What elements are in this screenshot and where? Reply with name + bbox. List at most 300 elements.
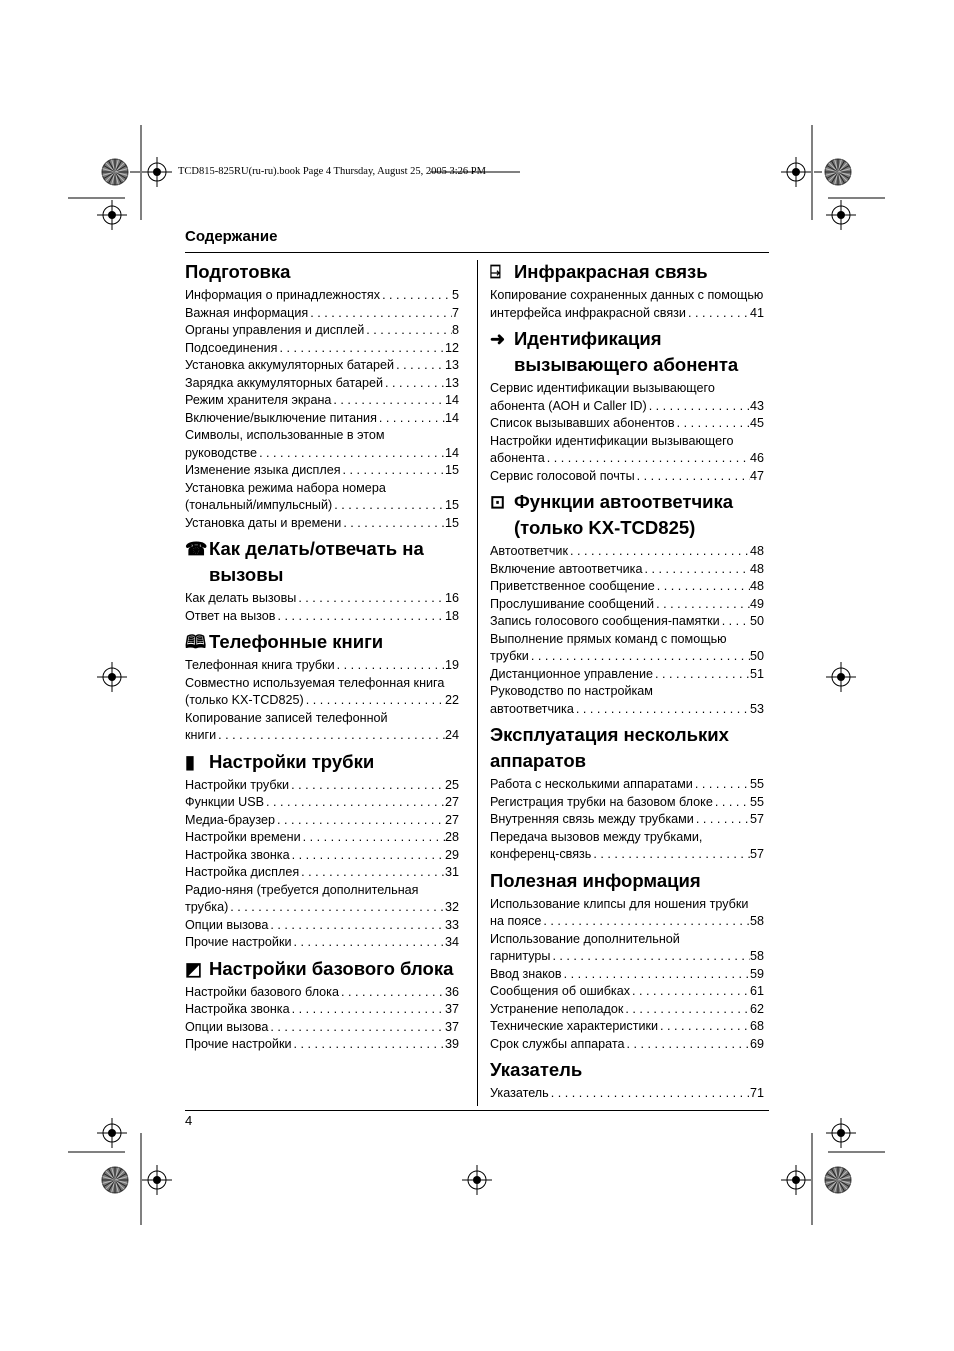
section-heading: [185, 536, 459, 588]
dot-leader: [541, 913, 750, 931]
toc-entry-text: трубки: [490, 649, 529, 663]
dot-leader: [655, 578, 750, 596]
toc-entry[interactable]: [490, 433, 764, 468]
dot-leader: [630, 983, 750, 1001]
toc-entry-line: [490, 846, 764, 864]
toc-entry[interactable]: [490, 561, 764, 579]
toc-entry-line: [490, 468, 764, 486]
toc-page-number: 59: [749, 966, 764, 981]
toc-entry-text: Указатель: [490, 1086, 549, 1100]
dot-leader: [276, 608, 445, 626]
toc-entry-line: [185, 727, 459, 745]
toc-page-number: 22: [444, 693, 459, 707]
toc-page-number: 19: [444, 658, 459, 672]
toc-entry-text: абонента: [490, 451, 545, 465]
toc-entry-text: Изменение языка дисплея: [185, 463, 341, 477]
toc-entry-line: [490, 776, 764, 794]
toc-page-number: 45: [749, 416, 764, 430]
dot-leader: [713, 794, 750, 812]
dot-leader: [550, 948, 750, 966]
toc-entry-text: Настройки трубки: [185, 777, 290, 792]
toc-entry-line: [185, 692, 459, 710]
toc-entry[interactable]: [185, 917, 459, 935]
dot-leader: [635, 468, 750, 486]
toc-page-number: 15: [444, 463, 459, 477]
dot-leader: [654, 596, 750, 614]
toc-entry-text: Важная информация: [185, 305, 309, 320]
toc-entry[interactable]: [185, 864, 459, 882]
toc-entry[interactable]: [490, 415, 764, 433]
dot-leader: [296, 590, 445, 608]
dot-leader: [591, 846, 750, 864]
toc-page-number: 48: [749, 544, 764, 558]
toc-page-number: 18: [444, 608, 459, 623]
toc-entry[interactable]: [185, 515, 459, 533]
dot-leader: [257, 445, 445, 463]
toc-entry[interactable]: [490, 776, 764, 794]
toc-entry-line: [185, 847, 459, 865]
toc-entry-text: конференц-связь: [490, 847, 592, 861]
toc-page-number: 50: [749, 649, 764, 663]
toc-entry-text: Технические характеристики: [490, 1019, 659, 1033]
toc-entry-line: [185, 340, 459, 358]
toc-entry[interactable]: [490, 631, 764, 666]
toc-entry-line: [185, 392, 459, 410]
dot-leader: [299, 864, 445, 882]
toc-entry-line: [490, 450, 764, 468]
section-heading: [490, 722, 764, 774]
toc-page-number: 37: [444, 1019, 459, 1034]
toc-entry-line: [185, 864, 459, 882]
toc-entry-text: Дистанционное управление: [490, 666, 653, 681]
toc-entry-line: [490, 1036, 764, 1054]
toc-entry[interactable]: [185, 777, 459, 795]
section-title: Указатель: [490, 1059, 583, 1080]
toc-entry-text: Ввод знаков: [490, 966, 562, 981]
dot-leader: [268, 1019, 445, 1037]
toc-entry[interactable]: [490, 287, 764, 322]
dot-leader: [290, 1001, 445, 1019]
toc-page-number: 15: [444, 498, 459, 512]
toc-entry-text: гарнитуры: [490, 949, 551, 963]
toc-entry-text: Приветственное сообщение: [490, 579, 655, 593]
handset-icon: ▮: [185, 751, 195, 772]
toc-page-number: 61: [749, 984, 764, 998]
toc-entry[interactable]: [185, 934, 459, 952]
toc-entry-text: Включение/выключение питания: [185, 410, 377, 425]
section-title: Идентификация вызывающего абонента: [514, 328, 739, 375]
dot-leader: [549, 1085, 750, 1103]
section-title: Подготовка: [185, 261, 291, 282]
book-file-info: TCD815-825RU(ru-ru).book Page 4 Thursday, August 25, 2005 3:26 PM: [178, 166, 486, 177]
toc-entry[interactable]: [490, 578, 764, 596]
toc-entry-text: Совместно используемая телефонная книга: [185, 675, 445, 690]
toc-entry-text: Установка аккумуляторных батарей: [185, 358, 395, 372]
dot-leader: [264, 794, 445, 812]
toc-entry[interactable]: [490, 468, 764, 486]
toc-entry-line: [490, 613, 764, 631]
section-heading: [490, 326, 764, 378]
dot-leader: [694, 811, 750, 829]
toc-entry-line: [490, 648, 764, 666]
toc-entry-text: Передача вызовов между трубками,: [490, 829, 703, 844]
toc-entry-text: Установка даты и времени: [185, 515, 342, 530]
toc-entry-line: [185, 777, 459, 795]
toc-page-number: 55: [749, 777, 764, 791]
toc-page-number: 68: [749, 1019, 764, 1033]
toc-entry[interactable]: [185, 1036, 459, 1054]
toc-entry-line: [490, 561, 764, 579]
section-heading: [185, 629, 459, 655]
toc-entry-line: [490, 1001, 764, 1019]
toc-entry[interactable]: [185, 1019, 459, 1037]
page-title: Содержание: [185, 228, 278, 245]
toc-entry[interactable]: [490, 1085, 764, 1103]
toc-entry-text: Регистрация трубки на базовом блоке: [490, 794, 713, 809]
toc-entry-text: Копирование записей телефонной: [185, 710, 388, 725]
toc-column-right: [490, 259, 764, 1103]
toc-entry[interactable]: [185, 462, 459, 480]
toc-page-number: 24: [444, 728, 459, 742]
toc-entry-text: Медиа-браузер: [185, 812, 275, 827]
base-unit-icon: ◩: [185, 958, 203, 979]
toc-entry-text: Установка режима набора номера: [185, 480, 386, 495]
section-title: Телефонные книги: [209, 631, 384, 652]
toc-entry[interactable]: [490, 931, 764, 966]
toc-entry[interactable]: [490, 829, 764, 864]
toc-entry-text: Сервис идентификации вызывающего: [490, 381, 715, 395]
section-heading: [185, 956, 459, 982]
toc-entry-text: Опции вызова: [185, 1019, 269, 1034]
phonebook-icon: 🕮: [185, 632, 207, 652]
toc-entry-text: Сервис голосовой почты: [490, 468, 635, 483]
dot-leader: [292, 934, 445, 952]
dot-leader: [686, 305, 750, 323]
toc-page-number: 34: [444, 935, 459, 949]
toc-entry-text: Срок службы аппарата: [490, 1036, 625, 1051]
dot-leader: [545, 450, 750, 468]
toc-page-number: 71: [749, 1086, 764, 1100]
dot-leader: [693, 776, 750, 794]
toc-entry-text: Подсоединения: [185, 340, 278, 355]
toc-page-number: 69: [749, 1036, 764, 1051]
toc-entry-text: Радио-няня (требуется дополнительная: [185, 882, 419, 897]
toc-entry[interactable]: [185, 340, 459, 358]
section-title: Как делать/отвечать на вызовы: [209, 538, 424, 585]
dot-leader: [623, 1001, 750, 1019]
toc-entry-line: [185, 410, 459, 428]
toc-page-number: 33: [444, 917, 459, 932]
toc-entry-text: Органы управления и дисплей: [185, 323, 365, 337]
dot-leader: [289, 777, 445, 795]
caller-id-icon: ➜: [490, 329, 506, 349]
toc-entry-text: Выполнение прямых команд с помощью: [490, 631, 727, 646]
toc-entry-text: трубка): [185, 900, 229, 914]
section-heading: [490, 1057, 764, 1083]
section-heading: [490, 868, 764, 894]
toc-entry[interactable]: [490, 613, 764, 631]
toc-page-number: 62: [749, 1001, 764, 1016]
toc-entry[interactable]: [185, 984, 459, 1002]
toc-entry-text: абонента (АОН и Caller ID): [490, 398, 647, 413]
dot-leader: [377, 410, 445, 428]
dot-leader: [562, 966, 750, 984]
toc-page-number: 49: [749, 596, 764, 611]
dot-leader: [647, 398, 750, 416]
header-rule: [185, 252, 769, 253]
toc-page-number: 25: [444, 777, 459, 792]
toc-entry-text: Информация о принадлежностях: [185, 288, 381, 302]
toc-entry-line: [185, 934, 459, 952]
toc-entry-text: Копирование сохраненных данных с помощью: [490, 288, 764, 302]
dot-leader: [228, 899, 445, 917]
toc-entry-line: [490, 966, 764, 984]
toc-entry-text: Настройки времени: [185, 830, 301, 844]
toc-entry-line: [490, 794, 764, 812]
toc-entry[interactable]: [490, 683, 764, 718]
toc-entry-text: (только KX-TCD825): [185, 693, 304, 707]
footer-rule: [185, 1110, 769, 1111]
toc-entry[interactable]: [185, 829, 459, 847]
toc-entry[interactable]: [185, 710, 459, 745]
toc-entry-line: [185, 1019, 459, 1037]
dot-leader: [304, 692, 445, 710]
toc-entry[interactable]: [490, 896, 764, 931]
toc-entry[interactable]: [185, 590, 459, 608]
toc-entry-line: [185, 497, 459, 515]
toc-page-number: 14: [444, 393, 459, 407]
toc-entry-text: Устранение неполадок: [490, 1001, 624, 1016]
toc-entry[interactable]: [185, 1001, 459, 1019]
toc-page-number: 27: [444, 795, 459, 809]
toc-entry-line: [490, 596, 764, 614]
toc-entry-line: [490, 948, 764, 966]
toc-entry-line: [185, 462, 459, 480]
column-divider: [477, 260, 478, 1106]
toc-page-number: 51: [749, 666, 764, 681]
toc-entry[interactable]: [185, 305, 459, 323]
toc-page-number: 47: [749, 468, 764, 483]
toc-entry[interactable]: [490, 666, 764, 684]
toc-entry-line: [490, 305, 764, 323]
toc-entry-text: Настройки идентификации вызывающего: [490, 433, 734, 448]
dot-leader: [290, 847, 445, 865]
toc-page-number: 8: [451, 323, 459, 337]
toc-page-number: 48: [749, 579, 764, 593]
dot-leader: [394, 357, 445, 375]
toc-entry-line: [185, 657, 459, 675]
dot-leader: [341, 515, 445, 533]
toc-entry-line: [185, 899, 459, 917]
dot-leader: [653, 666, 750, 684]
toc-page-number: 7: [451, 305, 459, 320]
dot-leader: [275, 812, 445, 830]
dot-leader: [341, 462, 445, 480]
toc-entry[interactable]: [490, 983, 764, 1001]
toc-entry[interactable]: [490, 811, 764, 829]
section-title: Функции автоответчика (только KX-TCD825): [514, 491, 734, 538]
toc-entry[interactable]: [185, 812, 459, 830]
toc-page-number: 50: [749, 614, 764, 628]
section-title: Настройки базового блока: [209, 957, 454, 979]
toc-page-number: 37: [444, 1002, 459, 1016]
toc-entry[interactable]: [185, 608, 459, 626]
toc-entry[interactable]: [185, 675, 459, 710]
dot-leader: [568, 543, 750, 561]
toc-entry-line: [185, 1036, 459, 1054]
toc-entry[interactable]: [185, 392, 459, 410]
toc-entry-line: [185, 590, 459, 608]
toc-entry[interactable]: [490, 1001, 764, 1019]
toc-page-number: 58: [749, 949, 764, 963]
dot-leader: [574, 701, 750, 719]
toc-page-number: 13: [444, 375, 459, 390]
section-heading: [185, 259, 459, 285]
dot-leader: [277, 340, 445, 358]
toc-entry-text: книги: [185, 728, 217, 742]
dot-leader: [339, 984, 445, 1002]
dot-leader: [331, 392, 445, 410]
toc-entry[interactable]: [490, 380, 764, 415]
toc-entry-line: [185, 287, 459, 305]
toc-page-number: 31: [444, 865, 459, 879]
toc-entry-line: [490, 543, 764, 561]
toc-entry[interactable]: [185, 410, 459, 428]
toc-page-number: 57: [749, 812, 764, 826]
toc-entry-text: Функции USB: [185, 795, 265, 809]
toc-entry-line: [490, 415, 764, 433]
dot-leader: [292, 1036, 445, 1054]
toc-entry-text: Прочие настройки: [185, 1037, 292, 1051]
toc-entry[interactable]: [185, 322, 459, 340]
toc-page-number: 5: [451, 288, 459, 302]
dot-leader: [675, 415, 750, 433]
toc-entry-line: [490, 983, 764, 1001]
toc-entry-line: [185, 1001, 459, 1019]
section-heading: [490, 489, 764, 541]
toc-entry-text: Запись голосового сообщения-памятки: [490, 614, 720, 628]
toc-entry-line: [490, 913, 764, 931]
dot-leader: [332, 497, 445, 515]
dot-leader: [301, 829, 445, 847]
toc-page-number: 29: [444, 847, 459, 862]
toc-entry-text: автоответчика: [490, 701, 574, 716]
toc-page-number: 48: [749, 561, 764, 576]
dot-leader: [642, 561, 750, 579]
toc-entry-line: [185, 812, 459, 830]
toc-entry-text: Сообщения об ошибках: [490, 984, 631, 998]
toc-entry-text: (тональный/импульсный): [185, 498, 333, 512]
toc-entry[interactable]: [185, 847, 459, 865]
toc-entry-line: [185, 305, 459, 323]
toc-entry[interactable]: [185, 882, 459, 917]
toc-entry-text: Зарядка аккумуляторных батарей: [185, 375, 384, 390]
toc-entry[interactable]: [185, 794, 459, 812]
toc-entry[interactable]: [185, 375, 459, 393]
dot-leader: [625, 1036, 750, 1054]
dot-leader: [335, 657, 445, 675]
toc-entry-text: Внутренняя связь между трубками: [490, 812, 694, 826]
toc-entry-text: Ответ на вызов: [185, 608, 276, 623]
toc-entry[interactable]: [490, 1036, 764, 1054]
dot-leader: [364, 322, 452, 340]
toc-entry-text: Руководство по настройкам: [490, 684, 653, 698]
toc-entry-text: интерфейса инфракрасной связи: [490, 305, 686, 320]
toc-entry-line: [185, 984, 459, 1002]
dot-leader: [658, 1018, 750, 1036]
toc-page-number: 27: [444, 812, 459, 827]
toc-entry-text: Список вызывавших абонентов: [490, 416, 675, 430]
toc-entry-text: Настройка звонка: [185, 1002, 290, 1016]
toc-entry-text: Включение автоответчика: [490, 561, 643, 576]
toc-entry-line: [490, 666, 764, 684]
toc-page-number: 46: [749, 451, 764, 465]
toc-entry-line: [490, 811, 764, 829]
toc-entry[interactable]: [185, 427, 459, 462]
toc-entry[interactable]: [185, 657, 459, 675]
toc-page-number: 28: [444, 830, 459, 844]
toc-page-number: 13: [444, 358, 459, 372]
toc-entry-line: [185, 608, 459, 626]
toc-page-number: 14: [444, 445, 459, 460]
page-number: 4: [185, 1113, 193, 1128]
toc-entry[interactable]: [490, 794, 764, 812]
toc-entry-text: Символы, использованные в этом: [185, 428, 385, 442]
toc-page-number: 12: [444, 340, 459, 355]
toc-entry-text: Как делать вызовы: [185, 591, 297, 605]
dot-leader: [268, 917, 445, 935]
toc-entry[interactable]: [185, 480, 459, 515]
toc-entry-text: на поясе: [490, 914, 542, 928]
section-heading: [490, 259, 764, 285]
toc-page-number: 58: [749, 914, 764, 928]
toc-entry-text: Настройки базового блока: [185, 984, 339, 999]
toc-entry-text: Автоответчик: [490, 544, 568, 558]
toc-entry-text: Работа с несколькими аппаратами: [490, 777, 693, 791]
toc-entry-line: [185, 357, 459, 375]
phone-handset-icon: ☎: [185, 539, 208, 559]
toc-entry-text: Прослушивание сообщений: [490, 596, 655, 611]
toc-entry-text: руководстве: [185, 445, 258, 460]
toc-entry-text: Настройка звонка: [185, 847, 290, 862]
toc-entry-text: Опции вызова: [185, 917, 269, 932]
toc-page-number: 41: [749, 305, 764, 320]
toc-entry[interactable]: [490, 543, 764, 561]
toc-entry[interactable]: [490, 1018, 764, 1036]
dot-leader: [529, 648, 750, 666]
toc-entry-line: [185, 445, 459, 463]
toc-entry[interactable]: [185, 357, 459, 375]
toc-entry-line: [185, 794, 459, 812]
toc-entry-text: Режим хранителя экрана: [185, 393, 332, 407]
toc-column-left: [185, 259, 459, 1054]
toc-entry-line: [490, 578, 764, 596]
toc-entry[interactable]: [185, 287, 459, 305]
toc-entry[interactable]: [490, 966, 764, 984]
toc-page-number: 57: [749, 847, 764, 861]
toc-entry-text: Использование дополнительной: [490, 931, 680, 946]
toc-entry-text: Использование клипсы для ношения трубки: [490, 896, 749, 911]
section-title: Полезная информация: [490, 869, 701, 891]
toc-entry-line: [490, 701, 764, 719]
answering-machine-icon: ⊡: [490, 492, 506, 512]
toc-page-number: 55: [749, 794, 764, 809]
section-title: Эксплуатация нескольких аппаратов: [490, 724, 729, 771]
toc-entry[interactable]: [490, 596, 764, 614]
toc-page-number: 32: [444, 900, 459, 914]
toc-entry-text: Телефонная книга трубки: [185, 658, 335, 672]
toc-entry-line: [185, 322, 459, 340]
